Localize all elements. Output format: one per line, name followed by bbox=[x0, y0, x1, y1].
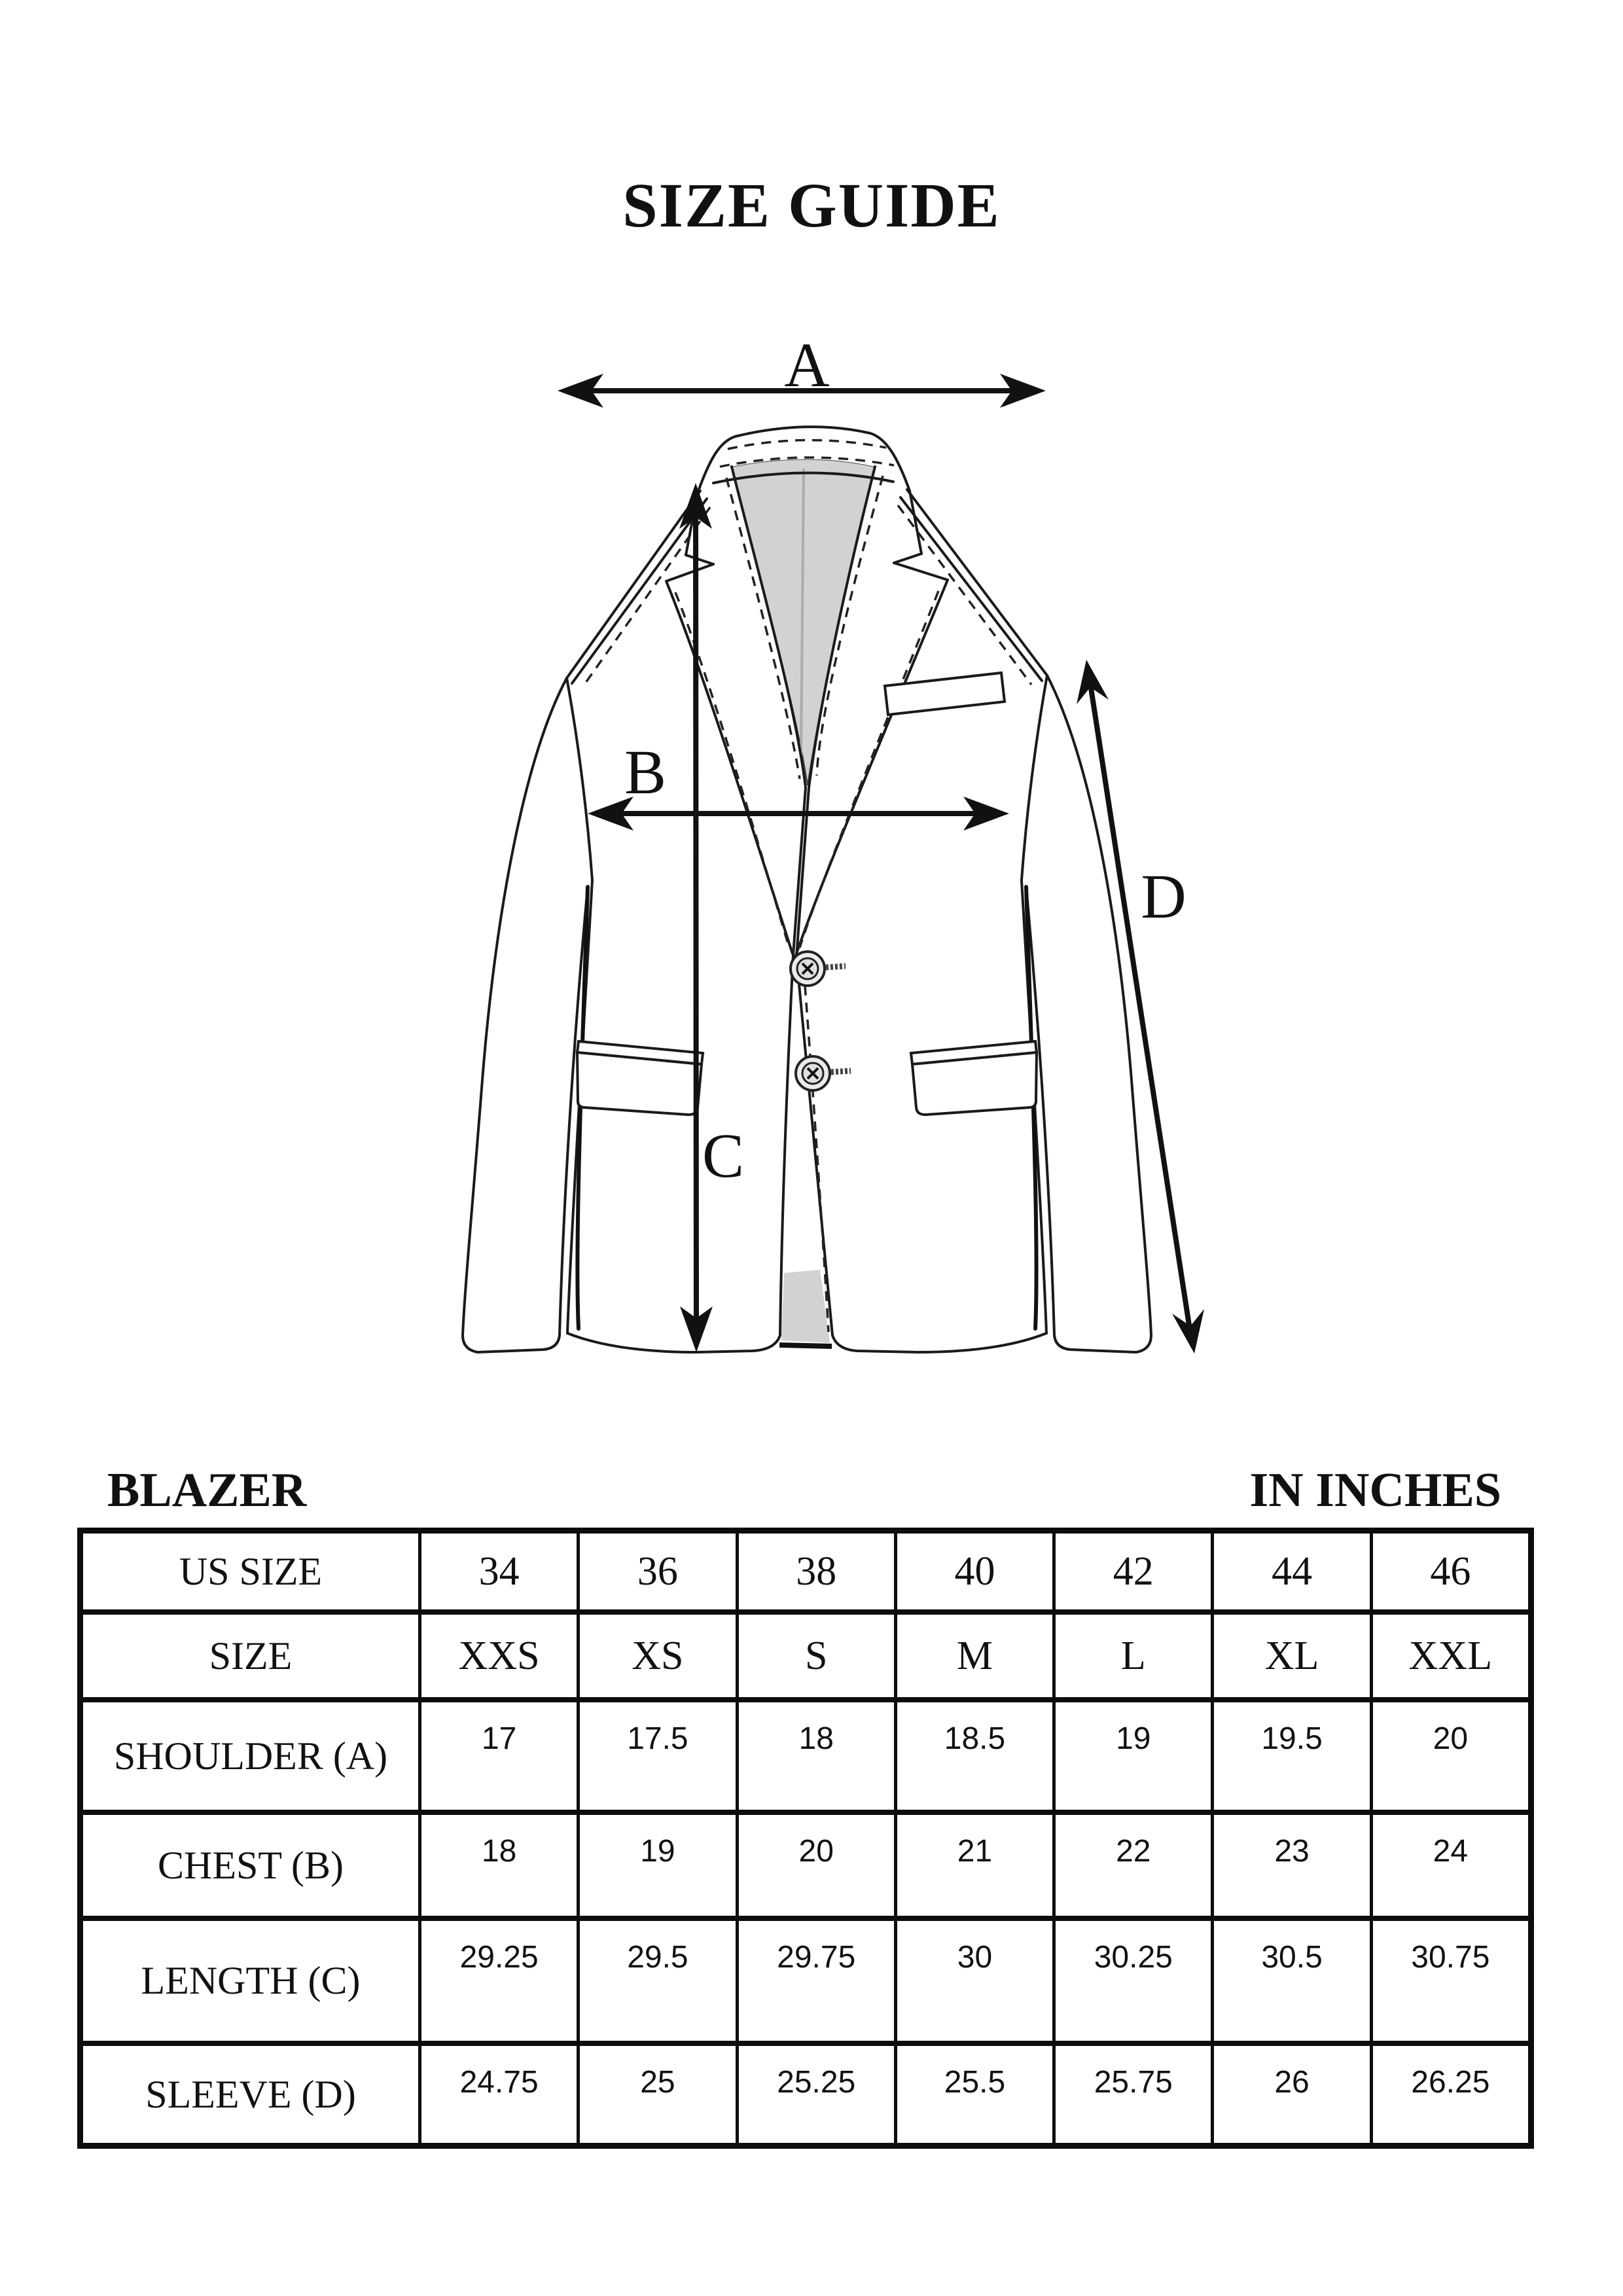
table-cell: XL bbox=[1214, 1615, 1369, 1697]
table-cell: S bbox=[739, 1615, 894, 1697]
table-cell: 36 bbox=[580, 1534, 735, 1609]
dim-label-c: C bbox=[702, 1121, 745, 1191]
table-cell: 24.75 bbox=[421, 2046, 577, 2143]
table-cell: XS bbox=[580, 1615, 735, 1697]
table-cell: 18 bbox=[739, 1702, 894, 1810]
table-caption-row bbox=[77, 1454, 1534, 1515]
table-cell: XXS bbox=[421, 1615, 577, 1697]
table-cell: 22 bbox=[1056, 1815, 1211, 1916]
row-header: SIZE bbox=[83, 1615, 418, 1697]
table-cell: 38 bbox=[739, 1534, 894, 1609]
row-header: US SIZE bbox=[83, 1534, 418, 1609]
dim-label-d: D bbox=[1141, 861, 1186, 931]
table-cell: 44 bbox=[1214, 1534, 1369, 1609]
table-cell: 20 bbox=[739, 1815, 894, 1916]
table-cell: 18.5 bbox=[897, 1702, 1052, 1810]
row-header: SHOULDER (A) bbox=[83, 1702, 418, 1810]
table-cell: 23 bbox=[1214, 1815, 1369, 1916]
blazer-svg bbox=[366, 314, 1296, 1414]
table-cell: 25.5 bbox=[897, 2046, 1052, 2143]
table-cell: 29.25 bbox=[421, 1921, 577, 2041]
table-cell: 18 bbox=[421, 1815, 577, 1916]
unit-label: IN INCHES bbox=[1249, 1463, 1501, 1517]
table-cell: 40 bbox=[897, 1534, 1052, 1609]
table-cell: XXL bbox=[1373, 1615, 1528, 1697]
table-cell: 30.75 bbox=[1373, 1921, 1528, 2041]
table-cell: 26.25 bbox=[1373, 2046, 1528, 2143]
table-cell: 30.25 bbox=[1056, 1921, 1211, 2041]
table-cell: 19 bbox=[1056, 1702, 1211, 1810]
row-header: CHEST (B) bbox=[83, 1815, 418, 1916]
table-cell: 46 bbox=[1373, 1534, 1528, 1609]
table-cell: 25.25 bbox=[739, 2046, 894, 2143]
table-cell: 30.5 bbox=[1214, 1921, 1369, 2041]
hem-lining-base bbox=[779, 1345, 832, 1346]
table-cell: 24 bbox=[1373, 1815, 1528, 1916]
table-cell: 34 bbox=[421, 1534, 577, 1609]
blazer-illustration bbox=[366, 314, 1296, 1414]
right-flap-pocket bbox=[911, 1041, 1037, 1115]
table-cell: 25 bbox=[580, 2046, 735, 2143]
row-header: LENGTH (C) bbox=[83, 1921, 418, 2041]
table-cell: 29.5 bbox=[580, 1921, 735, 2041]
table-cell: 19.5 bbox=[1214, 1702, 1369, 1810]
row-header: SLEEVE (D) bbox=[83, 2046, 418, 2143]
dim-label-b: B bbox=[624, 737, 667, 807]
table-cell: 25.75 bbox=[1056, 2046, 1211, 2143]
table-cell: 29.75 bbox=[739, 1921, 894, 2041]
left-flap-pocket bbox=[577, 1041, 703, 1115]
table-cell: 42 bbox=[1056, 1534, 1211, 1609]
product-label: BLAZER bbox=[107, 1463, 307, 1517]
table-cell: 20 bbox=[1373, 1702, 1528, 1810]
table-cell: 21 bbox=[897, 1815, 1052, 1916]
table-cell: M bbox=[897, 1615, 1052, 1697]
size-table bbox=[77, 1528, 1534, 2149]
table-cell: L bbox=[1056, 1615, 1211, 1697]
table-cell: 19 bbox=[580, 1815, 735, 1916]
dim-label-a: A bbox=[784, 330, 830, 400]
table-cell: 17.5 bbox=[580, 1702, 735, 1810]
table-cell: 30 bbox=[897, 1921, 1052, 2041]
table-cell: 17 bbox=[421, 1702, 577, 1810]
table-cell: 26 bbox=[1214, 2046, 1369, 2143]
page-title: SIZE GUIDE bbox=[622, 170, 1001, 240]
